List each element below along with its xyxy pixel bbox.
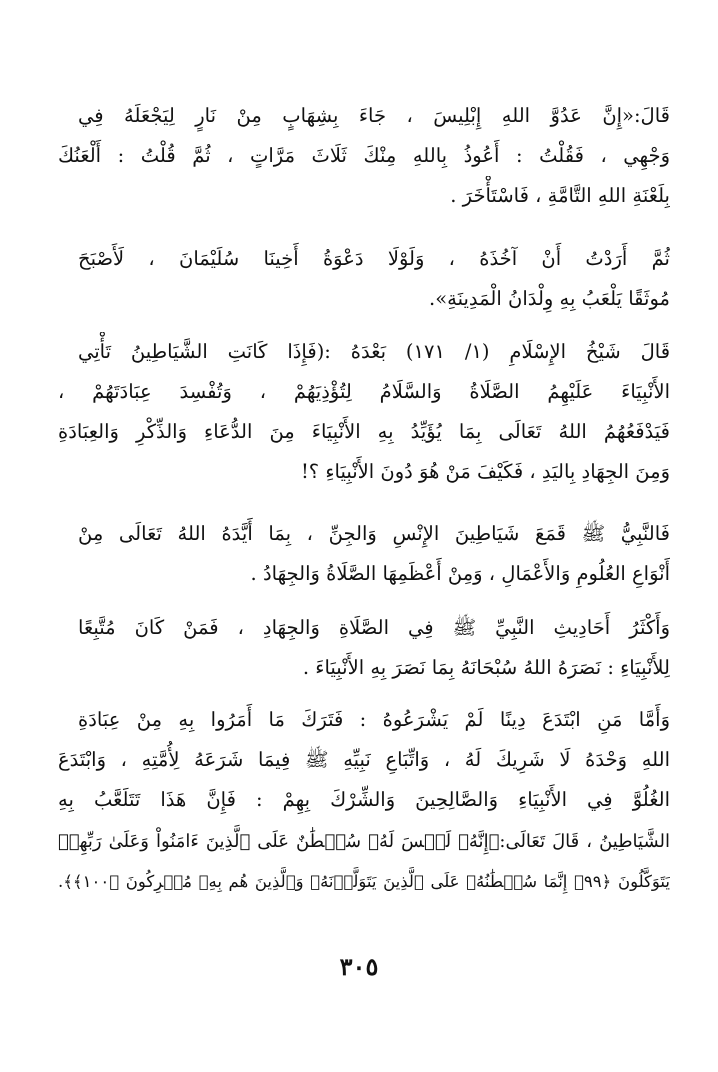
text-line: قَالَ:«إِنَّ عَدُوَّ اللهِ إِبْلِيسَ ، جَاءَ بِشِهَابٍ مِنْ نَارٍ لِيَجْعَلَهُ فِي <box>78 104 670 127</box>
text-line: ثُمَّ أَرَدْتُ أَنْ آخُذَهُ ، وَلَوْلَا دَعْوَةُ أَخِينَا سُلَيْمَانَ ، لَأَصْبَحَ <box>78 247 670 270</box>
text-line: الغُلُوَّ فِي الأَنْبِيَاءِ وَالصَّالِحِينَ وَالشِّرْكَ بِهِمْ : فَإِنَّ هَذَا تَتَلَعَّبُ بِهِ <box>58 788 670 811</box>
text-line: وَأَكْثَرُ أَحَادِيثِ النَّبِيِّ ﷺ فِي الصَّلَاةِ وَالجِهَادِ ، فَمَنْ كَانَ مُتَّبِعًا <box>78 616 670 639</box>
text-line: أَنْوَاعِ العُلُومِ وَالأَعْمَالِ ، وَمِنْ أَعْظَمِهَا الصَّلَاةُ وَالجِهَادُ . <box>250 562 670 585</box>
text-line: بِلَعْنَةِ اللهِ التَّامَّةِ ، فَاسْتَأْخَرَ . <box>450 184 670 207</box>
page-body <box>58 96 670 996</box>
text-line: لِلأَنْبِيَاءِ : نَصَرَهُ اللهُ سُبْحَانَهُ بِمَا نَصَرَ بِهِ الأَنْبِيَاءَ . <box>302 656 670 679</box>
text-line: فَيَدْفَعُهُمُ اللهُ تَعَالَى بِمَا يُؤَيِّدُ بِهِ الأَنْبِيَاءَ مِنَ الدُّعَاءِ وَالذِّكْرِ وَالعِبَادَةِ <box>58 420 670 443</box>
text-line: وَجْهِي ، فَقُلْتُ : أَعُوذُ بِاللهِ مِنْكَ ثَلَاثَ مَرَّاتٍ ، ثُمَّ قُلْتُ : أَلْعَنُكَ <box>58 144 670 167</box>
text-line: وَأَمَّا مَنِ ابْتَدَعَ دِينًا لَمْ يَشْرَعُوهُ : فَتَرَكَ مَا أَمَرُوا بِهِ مِنْ عِبَادَةِ <box>78 708 670 731</box>
text-line: الأَنْبِيَاءَ عَلَيْهِمُ الصَّلَاةُ وَالسَّلَامُ لِتُؤْذِيَهُمْ ، وَتُفْسِدَ عِبَادَتَهُمْ ، <box>58 380 670 403</box>
text-line: فَالنَّبِيُّ ﷺ قَمَعَ شَيَاطِينَ الإِنْسِ وَالجِنِّ ، بِمَا أَيَّدَهُ اللهُ تَعَالَى مِنْ <box>78 522 670 545</box>
quran-verse-line: يَتَوَكَّلُونَ ﴿٩٩﴾ إِنَّمَا سُلۡطَٰنُهُۥ عَلَى ٱلَّذِينَ يَتَوَلَّوۡنَهُۥ وَٱلَّذِينَ هُم بِهِۦ مُشۡرِكُونَ ﴿١٠٠﴾﴾. <box>58 872 670 891</box>
text-line: قَالَ شَيْخُ الإِسْلَامِ (١/ ١٧١) بَعْدَهُ :(فَإِذَا كَانَتِ الشَّيَاطِينُ تَأْتِي <box>78 340 670 363</box>
text-line: اللهِ وَحْدَهُ لَا شَرِيكَ لَهُ ، وَاتِّبَاعِ نَبِيِّهِ ﷺ فِيمَا شَرَعَهُ لِأُمَّتِهِ ، وَابْتَدَعَ <box>58 748 670 771</box>
quran-verse-line: الشَّيَاطِينُ ، قَالَ تَعَالَى:﴿إِنَّهُۥ لَيۡسَ لَهُۥ سُلۡطَٰنٌ عَلَى ٱلَّذِينَ ءَامَنُواْ وَعَلَىٰ رَبِّهِمۡ <box>58 831 670 852</box>
text-line: وَمِنَ الجِهَادِ بِاليَدِ ، فَكَيْفَ مَنْ هُوَ دُونَ الأَنْبِيَاءِ ؟! <box>300 460 670 483</box>
page-number: ٣٠٥ <box>339 952 379 981</box>
text-line: مُوثَقًا يَلْعَبُ بِهِ وِلْدَانُ الْمَدِينَةِ». <box>429 287 670 310</box>
